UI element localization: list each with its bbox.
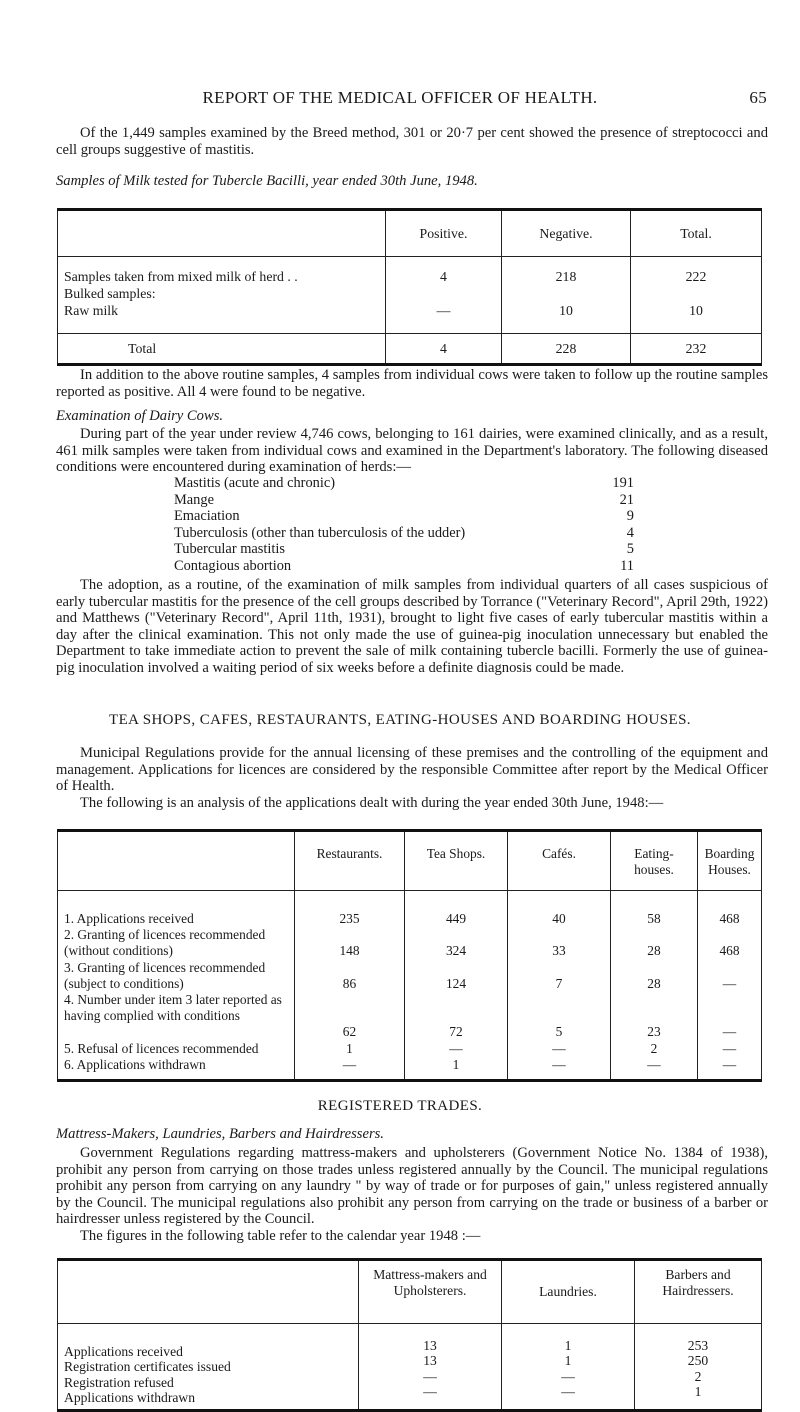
cell-value: 235 [339, 911, 360, 926]
condition-count: 5 [626, 541, 634, 557]
registered-paragraph: Government Regulations regarding mattress-makers and upholsterers (Government Notice No. 1384 of 1938), prohibit any person from carrying on those trades unless registered annually by the Council. The municipal regulations prohibit any person from carrying on any laundry " by way of trade or for purposes of gain," unless registered annually by the Council. The municipal regulations also prohibit any person from carrying on the trade or business of a barber or hairdresser unless registered by the Council. [56, 1145, 768, 1227]
header-cell: Boarding Houses. [698, 831, 762, 891]
list-item [174, 525, 634, 542]
cell-value: — [722, 1040, 737, 1056]
cell-value: — [722, 1056, 737, 1072]
cell-value: 58 [647, 911, 661, 926]
table-row [58, 257, 762, 334]
cell-value: 72 [449, 1024, 463, 1040]
intro-paragraph: Of the 1,449 samples examined by the Breed method, 301 or 20·7 per cent showed the presence of streptococci and cell groups suggestive of mastitis. [56, 125, 768, 158]
table-header-row [58, 831, 762, 891]
row-label: Samples taken from mixed milk of herd . . [64, 269, 298, 284]
table-total-row [58, 334, 762, 365]
cell-value: 10 [689, 303, 703, 318]
licences-table [57, 829, 762, 1082]
condition-count: 9 [626, 508, 634, 524]
list-item [174, 475, 634, 492]
cell-value: — [561, 1368, 575, 1384]
cell-value: — [722, 1024, 737, 1040]
list-item [174, 508, 634, 525]
conditions-list [174, 475, 634, 574]
condition-name: Emaciation [174, 508, 240, 524]
page-number: 65 [749, 88, 767, 107]
page-header [0, 88, 800, 110]
adoption-paragraph: The adoption, as a routine, of the examination of milk samples from individual quarters of all cases suspicious of early tubercular mastitis for the presence of the cell groups described by Torrance ("Veterinary Record", April 29th, 1922) and Matthews ("Veterinary Record", April 11th, 1931), brought to light five cases of early tubercular mastitis within a day after the clinical examination. This not only made the use of guinea-pig inoculation unnecessary but enabled the Department to take immediate action to prevent the sale of milk containing tubercle bacilli. Formerly the use of guinea-pig inoculation involved a waiting period of six weeks before a definite diagnosis could be made. [56, 577, 768, 676]
list-item [174, 492, 634, 509]
total-label: Total [58, 334, 386, 365]
header-cell: Cafés. [508, 831, 611, 891]
table-header-row [58, 1260, 762, 1324]
cell-value: 468 [719, 943, 740, 959]
table-header-row [58, 210, 762, 257]
table-body-row [58, 1324, 762, 1411]
row-label: Bulked samples: [64, 286, 156, 301]
cell-value: 148 [339, 943, 360, 959]
header-cell: Total. [631, 210, 762, 257]
row-label: Registration certificates issued [64, 1359, 231, 1375]
dairy-paragraph: During part of the year under review 4,746 cows, belonging to 161 dairies, were examined clinically, and as a result, 461 milk samples were taken from individual cows and examined in the Department's laboratory. The following diseased conditions were encountered during examination of herds:— [56, 426, 768, 475]
condition-count: 4 [626, 524, 634, 541]
cell-value: — [552, 1056, 566, 1072]
cell-value: 2 [650, 1040, 658, 1056]
header-cell: Tea Shops. [405, 831, 508, 891]
row-label: Applications withdrawn [64, 1389, 196, 1405]
header-cell: Barbers and Hairdressers. [635, 1260, 762, 1324]
cell-value: — [423, 1383, 437, 1399]
cell-value: 28 [647, 943, 661, 959]
header-cell-empty [58, 1260, 359, 1324]
cell-value: 468 [719, 911, 740, 926]
cell-value: 250 [687, 1353, 709, 1369]
condition-count: 11 [620, 557, 634, 574]
table-body-row [58, 891, 762, 1081]
registered-heading: REGISTERED TRADES. [317, 1098, 483, 1114]
header-cell: Eating-houses. [611, 831, 698, 891]
cell-value: 324 [445, 943, 467, 959]
cell-value: 2 [694, 1368, 702, 1384]
cell-value: 10 [559, 303, 573, 318]
cell-value: 1 [346, 1040, 353, 1056]
cell-value: 62 [342, 1024, 357, 1040]
cell-value: 4 [440, 269, 447, 284]
condition-name: Mastitis (acute and chronic) [174, 475, 336, 491]
header-cell-empty [58, 831, 295, 891]
cell-value: 28 [647, 975, 661, 991]
condition-count: 191 [612, 475, 634, 491]
list-item [174, 541, 634, 558]
milk-table-caption: Samples of Milk tested for Tubercle Bacilli, year ended 30th June, 1948. [56, 173, 478, 189]
header-title: REPORT OF THE MEDICAL OFFICER OF HEALTH. [202, 88, 598, 107]
cell-value: 23 [647, 1024, 661, 1040]
cell-value: 13 [423, 1338, 437, 1353]
cell-value: 7 [555, 975, 563, 991]
cell-value: 5 [555, 1024, 563, 1040]
row-label: Registration refused [64, 1374, 174, 1390]
cell-value: 232 [631, 334, 762, 365]
row-label: 5. Refusal of licences recommended [64, 1040, 259, 1056]
row-label: 4. Number under item 3 later reported as having complied with conditions [64, 991, 282, 1024]
header-cell: Negative. [502, 210, 631, 257]
cell-value: — [423, 1368, 437, 1384]
cell-value: — [722, 975, 737, 991]
row-label: 1. Applications received [64, 911, 194, 926]
header-cell-empty [58, 210, 386, 257]
row-label: 3. Granting of licences recommended (subject to conditions) [64, 959, 266, 991]
cell-value: — [342, 1056, 357, 1072]
row-label: 6. Applications withdrawn [64, 1056, 206, 1072]
cell-value: 228 [502, 334, 631, 365]
cell-value: — [552, 1040, 566, 1056]
cell-value: 4 [386, 334, 502, 365]
cell-value: 253 [687, 1338, 709, 1353]
condition-count: 21 [619, 491, 634, 508]
cell-value: 33 [552, 943, 566, 959]
condition-name: Tuberculosis (other than tuberculosis of the udder) [174, 524, 466, 541]
tea-section-heading: TEA SHOPS, CAFES, RESTAURANTS, EATING-HOUSES AND BOARDING HOUSES. [109, 712, 691, 728]
tea-paragraph-2: The following is an analysis of the applications dealt with during the year ended 30th June, 1948:— [80, 795, 664, 811]
cell-value: — [436, 303, 451, 318]
cell-value: 86 [342, 975, 357, 991]
header-cell: Mattress-makers and Upholsterers. [359, 1260, 502, 1324]
row-label: Applications received [64, 1344, 183, 1359]
registered-subheading: Mattress-Makers, Laundries, Barbers and Hairdressers. [56, 1126, 384, 1142]
condition-name: Tubercular mastitis [174, 541, 285, 557]
cell-value: 1 [564, 1338, 572, 1353]
header-cell: Positive. [386, 210, 502, 257]
condition-name: Contagious abortion [174, 557, 292, 574]
registered-table [57, 1258, 762, 1412]
header-cell: Laundries. [502, 1260, 635, 1324]
cell-value: 40 [552, 911, 566, 926]
header-cell: Restaurants. [295, 831, 405, 891]
row-label: Raw milk [64, 303, 119, 318]
row-label: 2. Granting of licences recommended (without conditions) [64, 927, 266, 959]
cell-value: 222 [685, 269, 707, 284]
cell-value: 1 [452, 1056, 460, 1072]
cell-value: 1 [694, 1383, 702, 1399]
dairy-heading: Examination of Dairy Cows. [56, 408, 224, 424]
cell-value: 449 [445, 911, 467, 926]
tea-paragraph-1: Municipal Regulations provide for the annual licensing of these premises and the controlling of the equipment and management. Applications for licences are considered by the responsible Committee after report by the Medical Officer of Health. [56, 745, 768, 794]
cell-value: 218 [555, 269, 577, 284]
milk-samples-table [57, 208, 762, 366]
cell-value: — [449, 1040, 463, 1056]
cell-value: — [647, 1056, 661, 1072]
list-item [174, 558, 634, 575]
cell-value: 124 [445, 975, 467, 991]
registered-paragraph-2: The figures in the following table refer to the calendar year 1948 :— [80, 1228, 481, 1244]
cell-value: 1 [564, 1353, 572, 1369]
addition-paragraph: In addition to the above routine samples, 4 samples from individual cows were taken to follow up the routine samples reported as positive. All 4 were found to be negative. [56, 367, 768, 400]
cell-value: 13 [423, 1353, 437, 1369]
cell-value: — [561, 1383, 575, 1399]
condition-name: Mange [174, 491, 214, 508]
